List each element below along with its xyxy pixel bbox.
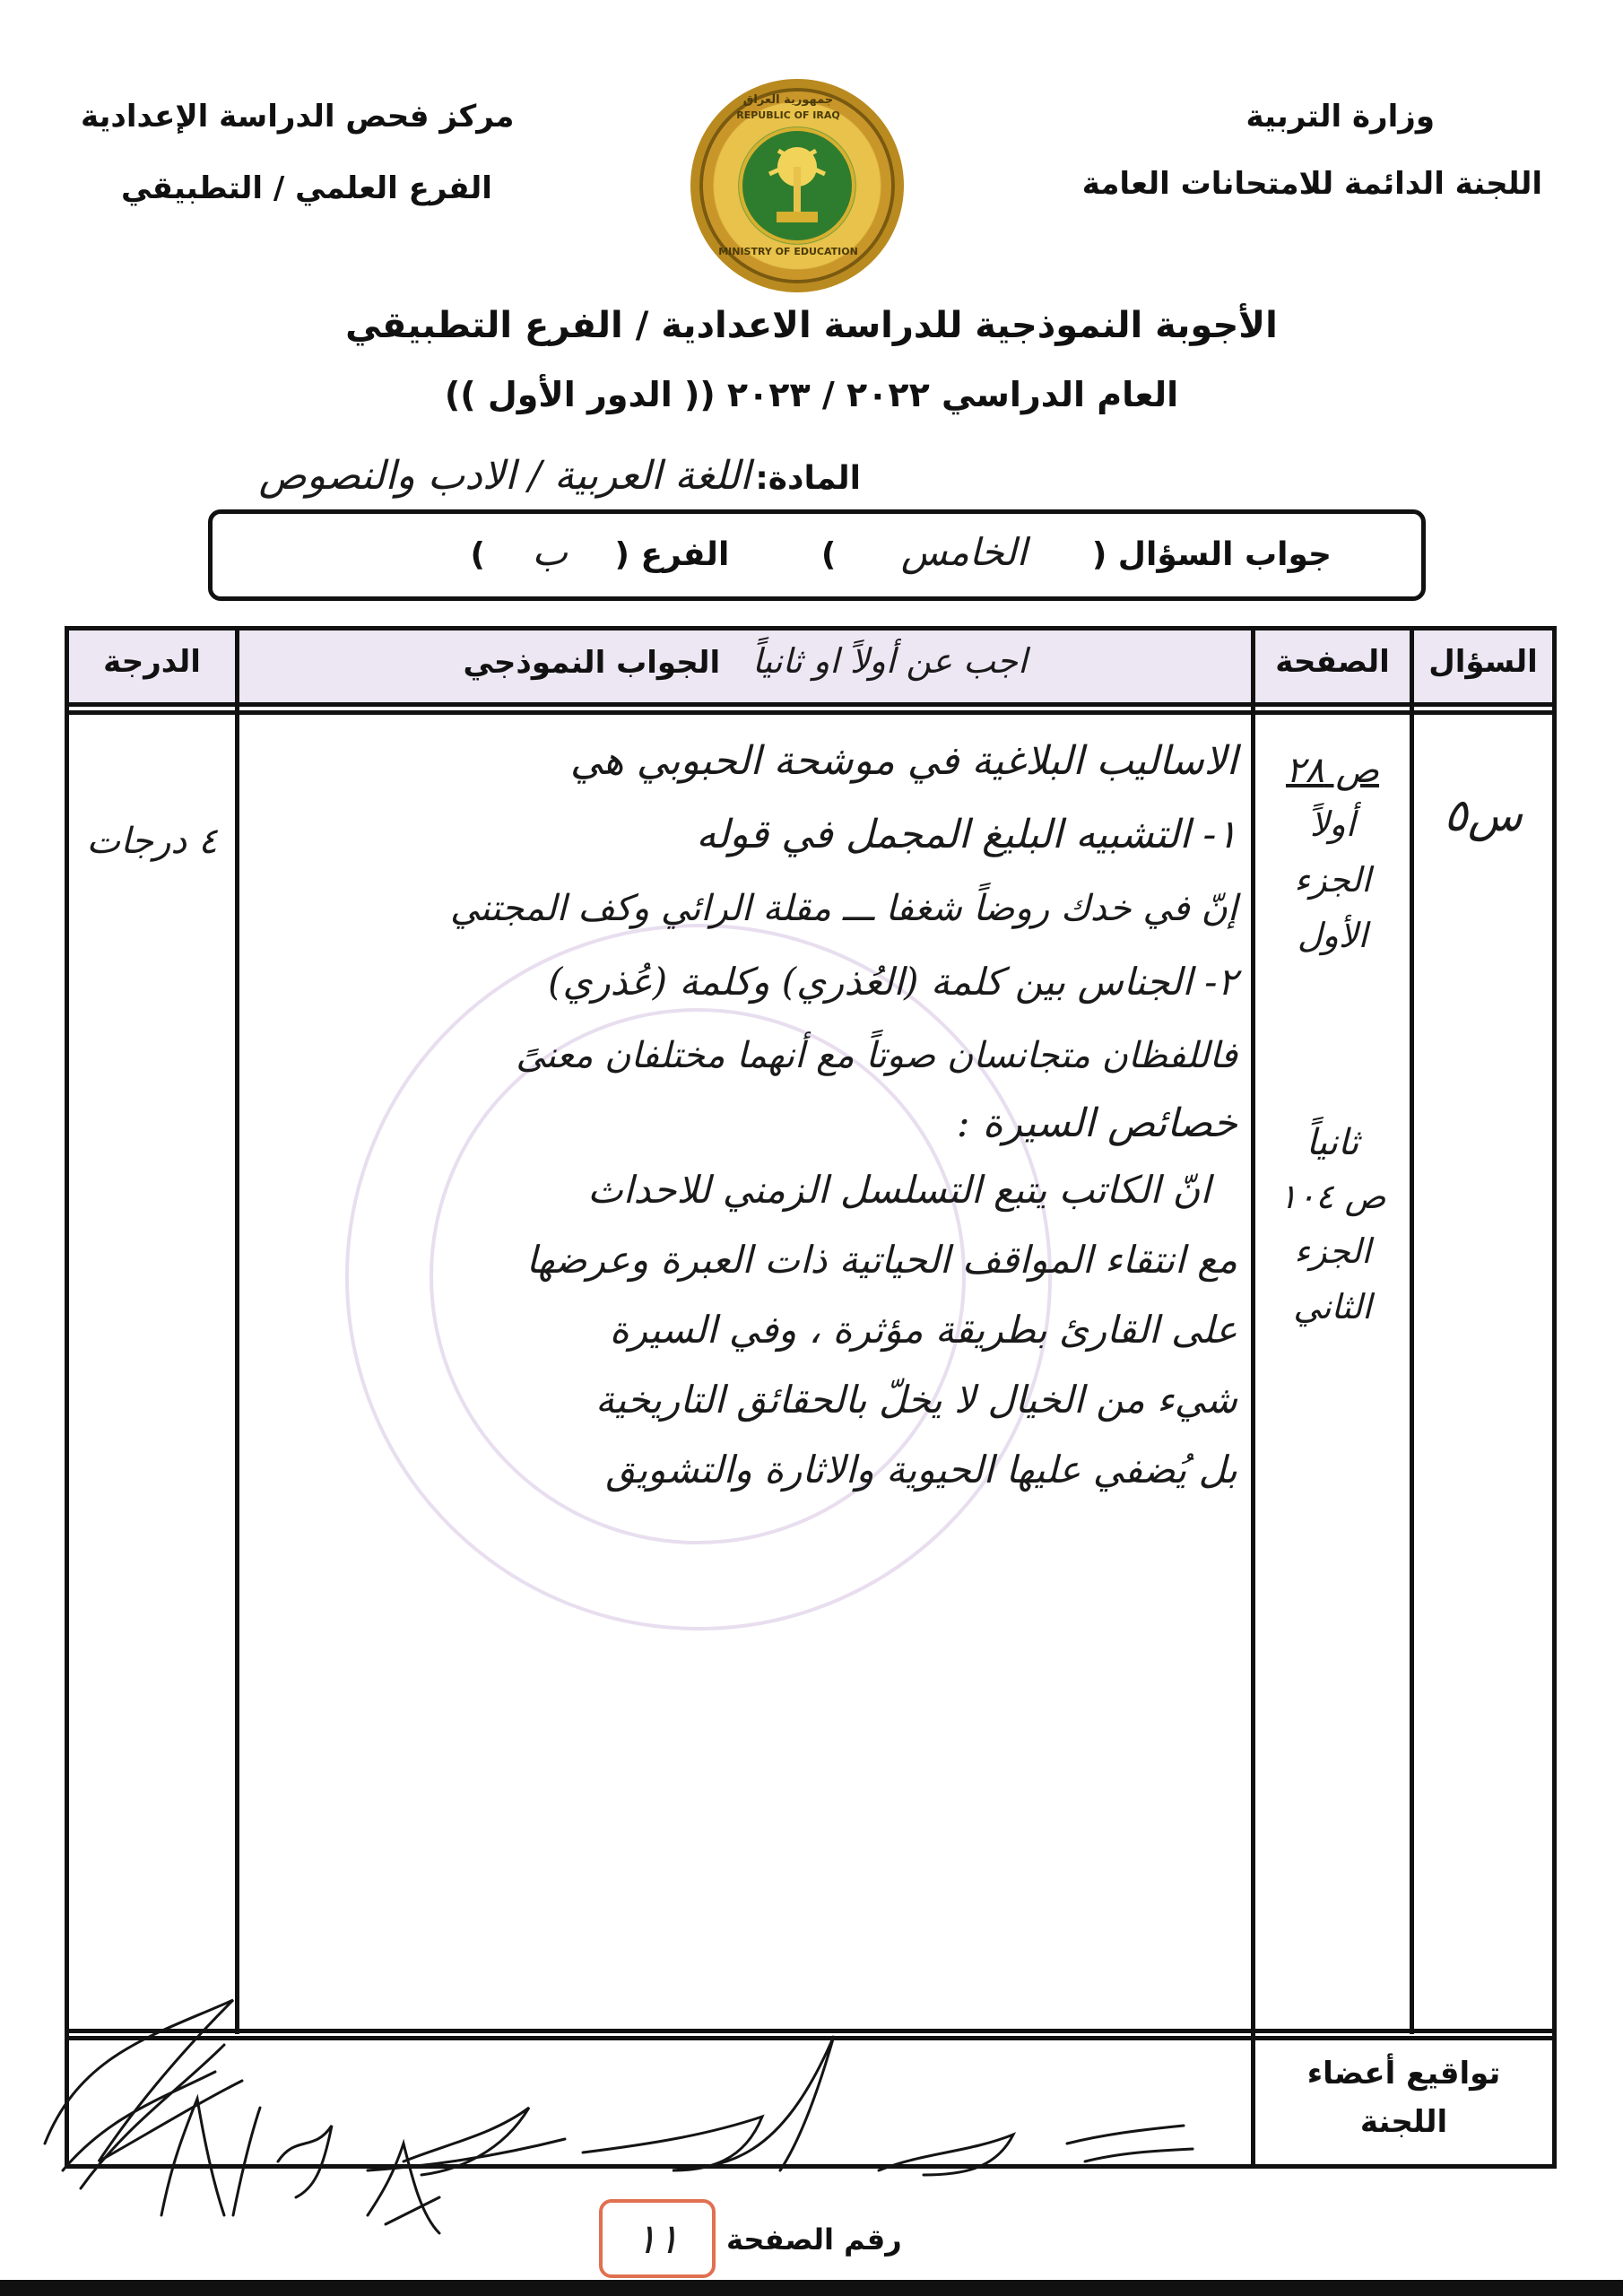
answer-body <box>244 725 1237 1505</box>
page-note-6: ص ١٠٤ <box>1279 1177 1386 1216</box>
palm-emblem-icon <box>742 131 852 240</box>
seal-english-bottom: MINISTRY OF EDUCATION <box>718 246 858 257</box>
answer-line: شيء من الخيال لا يخلّ بالحقائق التاريخية <box>595 1378 1237 1422</box>
answer-line: ١- التشبيه البليغ المجمل في قوله <box>696 812 1237 857</box>
page-number-value: ١١ <box>635 2214 680 2263</box>
answer-line: الاساليب البلاغية في موشحة الحبوبي هي <box>569 738 1237 784</box>
column-header-answer <box>239 641 1251 681</box>
academic-year: العام الدراسي ٢٠٢٢ / ٢٠٢٣ (( الدور الأول )) <box>444 375 1179 414</box>
subject-label: المادة: <box>755 460 861 497</box>
page-note-8: الثاني <box>1293 1287 1372 1326</box>
center-name: مركز فحص الدراسة الإعدادية <box>81 99 515 135</box>
page-note-4: الأول <box>1297 916 1368 955</box>
page-note-7: الجزء <box>1294 1231 1371 1271</box>
signatures-label-line1: تواقيع أعضاء <box>1306 2056 1501 2092</box>
committee-signatures <box>27 1946 1255 2242</box>
page-note-3: الجزء <box>1294 860 1371 900</box>
answer-line: فاللفظان متجانسان صوتاً مع أنهما مختلفان معنىً <box>516 1035 1237 1076</box>
seal-top-text: جمهورية العراق <box>742 93 834 107</box>
answer-line: خصائص السيرة : <box>956 1100 1237 1146</box>
page-note-2: أولاً <box>1309 804 1356 844</box>
signatures-label <box>1255 2049 1552 2146</box>
branch-value: ب <box>532 530 568 574</box>
subject-line <box>259 453 861 499</box>
committee-name: اللجنة الدائمة للامتحانات العامة <box>1081 166 1542 202</box>
answer-line: إنّ في خدك روضاً شغفا ـــ مقلة الرائي وكف المجتني <box>449 888 1237 929</box>
page-notes <box>1255 744 1410 1335</box>
branch-close: ) <box>470 536 485 573</box>
page-note-1: ص ٢٨ <box>1285 750 1380 791</box>
main-title: الأجوبة النموذجية للدراسة الاعدادية / الفرع التطبيقي <box>345 305 1278 346</box>
branch-label: الفرع ( <box>614 536 730 573</box>
answer-line: مع انتقاء المواقف الحياتية ذات العبرة وعرضها <box>525 1238 1237 1282</box>
column-header-question: السؤال <box>1428 644 1538 680</box>
answer-line: على القارئ بطريقة مؤثرة ، وفي السيرة <box>609 1308 1237 1352</box>
column-header-page: الصفحة <box>1275 644 1390 680</box>
question-label: جواب السؤال ( <box>1091 536 1332 573</box>
ministry-name: وزارة التربية <box>1245 99 1435 135</box>
seal-english-top: REPUBLIC OF IRAQ <box>736 109 840 121</box>
signatures-label-line2: اللجنة <box>1359 2104 1448 2140</box>
question-close: ) <box>820 536 837 573</box>
scan-bottom-edge <box>0 2280 1623 2296</box>
question-number: الخامس <box>900 530 1028 574</box>
answer-header-label: الجواب النموذجي <box>463 645 721 681</box>
page-note-5: ثانياً <box>1306 1122 1359 1163</box>
subject-value: اللغة العربية / الادب والنصوص <box>258 453 751 499</box>
question-value: س٥ <box>1444 789 1523 841</box>
grade-value: ٤ درجات <box>86 821 218 862</box>
page-number-label: رقم الصفحة <box>726 2222 902 2257</box>
answer-line: انّ الكاتب يتبع التسلسل الزمني للاحداث <box>587 1168 1211 1212</box>
page-number-box <box>599 2199 716 2278</box>
branch-name: الفرع العلمي / التطبيقي <box>121 170 492 206</box>
answer-line: ٢- الجناس بين كلمة (العُذري) وكلمة (عُذري) <box>548 960 1237 1004</box>
answer-instruction-note: اجب عن أولاً او ثانياً <box>751 641 1028 681</box>
answer-line: بل يُضفي عليها الحيوية والاثارة والتشويق <box>605 1448 1237 1492</box>
question-box <box>208 509 1426 601</box>
column-header-grade: الدرجة <box>103 644 201 680</box>
ministry-seal <box>690 79 904 292</box>
